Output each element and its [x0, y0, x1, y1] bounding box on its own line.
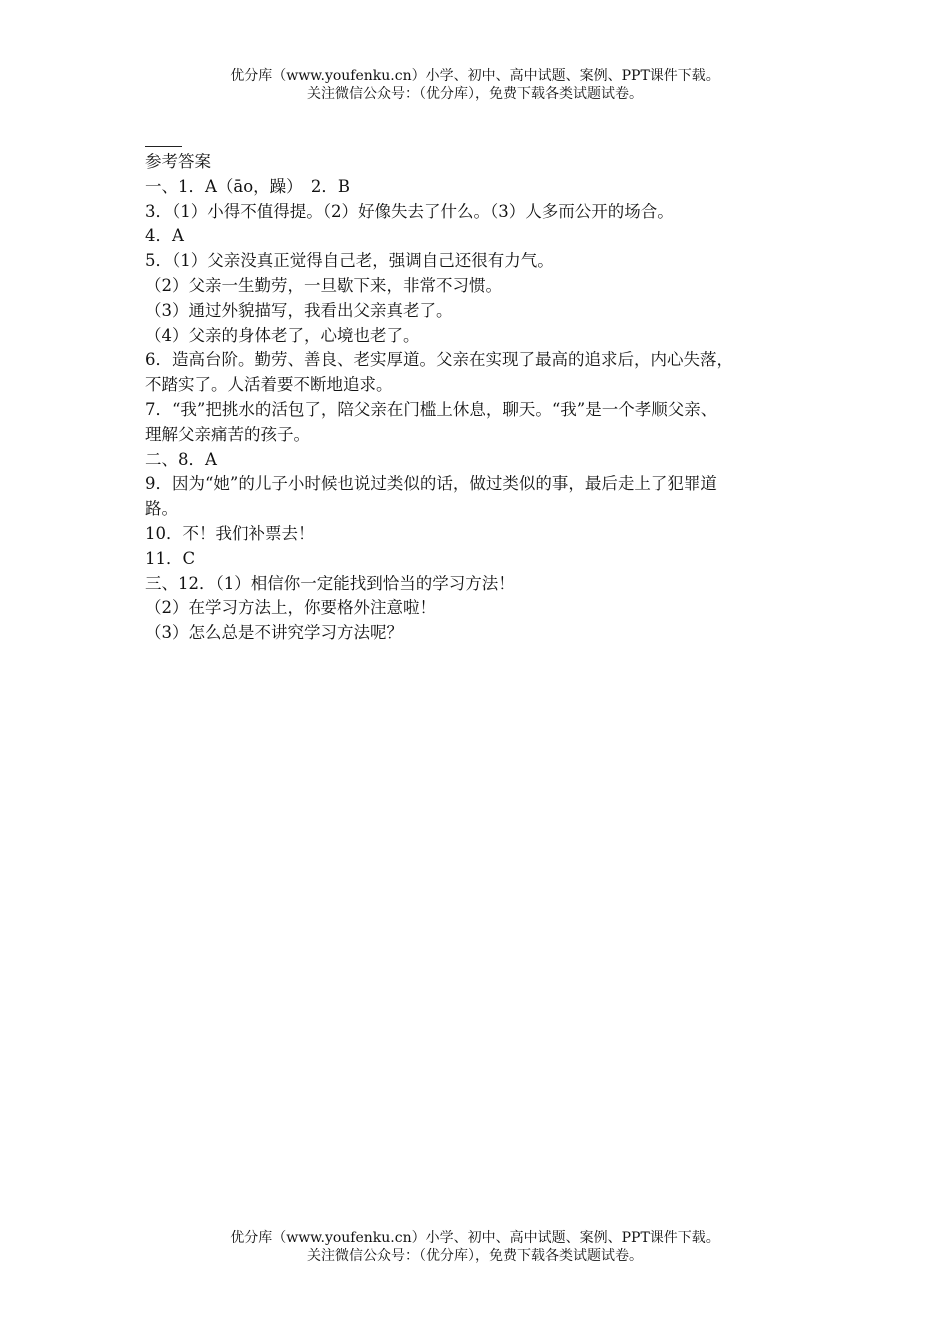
answer-line: （4）父亲的身体老了，心境也老了。 [145, 325, 420, 345]
answer-line: 7．“我”把挑水的活包了，陪父亲在门槛上休息，聊天。“我”是一个孝顺父亲、 [145, 399, 718, 419]
answer-line: （2）父亲一生勤劳，一旦歇下来，非常不习惯。 [145, 275, 502, 295]
answer-line: 理解父亲痛苦的孩子。 [145, 424, 310, 444]
answer-section [145, 150, 825, 646]
page-footer [0, 1229, 950, 1265]
answer-line: （2）在学习方法上，你要格外注意啦！ [145, 598, 436, 618]
answer-line: 一、1．A（āo，躁） 2．B [145, 176, 351, 196]
page-header [0, 67, 950, 103]
answer-line: 路。 [145, 499, 178, 519]
footer-line-1: 优分库（www.youfenku.cn）小学、初中、高中试题、案例、PPT课件下载。 [230, 1230, 720, 1246]
answer-line: 10．不！我们补票去！ [145, 523, 315, 543]
answer-line: 9．因为“她”的儿子小时候也说过类似的话，做过类似的事，最后走上了犯罪道 [145, 474, 717, 494]
answer-line: 5．（1）父亲没真正觉得自己老，强调自己还很有力气。 [145, 251, 554, 271]
footer-line-2: 关注微信公众号：（优分库），免费下载各类试题试卷。 [307, 1248, 643, 1264]
separator-rule [145, 146, 182, 147]
answer-line: 不踏实了。人活着要不断地追求。 [145, 375, 393, 395]
answer-line: 3．（1）小得不值得提。（2）好像失去了什么。（3）人多而公开的场合。 [145, 201, 674, 221]
answer-line: 11．C [145, 548, 196, 568]
answer-line: 6．造高台阶。勤劳、善良、老实厚道。父亲在实现了最高的追求后，内心失落， [145, 350, 733, 370]
answer-line: （3）通过外貌描写，我看出父亲真老了。 [145, 300, 453, 320]
answer-line: 4．A [145, 226, 184, 246]
header-line-1: 优分库（www.youfenku.cn）小学、初中、高中试题、案例、PPT课件下载。 [230, 68, 720, 84]
answer-title: 参考答案 [145, 152, 211, 171]
answer-line: 三、12．（1）相信你一定能找到恰当的学习方法！ [145, 573, 515, 593]
answer-line: 二、8．A [145, 449, 217, 469]
answer-line: （3）怎么总是不讲究学习方法呢？ [145, 623, 403, 643]
header-line-2: 关注微信公众号：（优分库），免费下载各类试题试卷。 [307, 86, 643, 102]
